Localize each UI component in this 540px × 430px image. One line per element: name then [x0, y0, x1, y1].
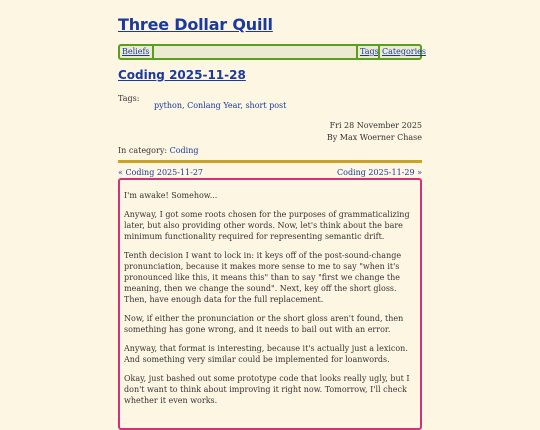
tag-link-python[interactable]: python	[154, 101, 182, 110]
category-line	[118, 146, 198, 155]
post-paragraph: Anyway, that format is interesting, because it's actually just a lexicon. And something very similar could be implemented for loanwords.	[124, 344, 408, 364]
nav-bar	[118, 44, 426, 60]
nav-beliefs-link[interactable]: Beliefs	[120, 46, 154, 58]
divider	[118, 160, 422, 163]
post-paragraph: Anyway, I got some roots chosen for the purposes of grammaticalizing later, but also providing other words. Now, let's think about the bare minimum functionality required for representing semantic drift.	[124, 210, 410, 241]
nav-categories-link[interactable]: Categories	[378, 46, 428, 58]
post-date: Fri 28 November 2025	[329, 121, 422, 130]
post-author: By Max Woerner Chase	[326, 133, 422, 142]
site-title-link[interactable]: Three Dollar Quill	[118, 15, 273, 34]
tag-link-short-post[interactable]: short post	[245, 101, 287, 110]
post-paragraph: Tenth decision I want to lock in: it keys off of the post-sound-change pronunciation, because it makes more sense to me to say "when it's pronounced like this, it means this" than to say "first we change the meaning, then we change the sound". Next, key off the short gloss. Then, have enough data for the full replacement.	[124, 251, 402, 304]
post-content	[118, 178, 422, 430]
post-title-link[interactable]: Coding 2025-11-28	[118, 68, 246, 82]
post-paragraph: Now, if either the pronunciation or the short gloss aren't found, then something has gone wrong, and it needs to bail out with an error.	[124, 314, 404, 334]
post-paragraph: Okay, just bashed out some prototype code that looks really ugly, but I don't want to think about improving it right now. Tomorrow, I'll check whether it even works.	[124, 374, 410, 405]
tags-list: python, Conlang Year, short post	[154, 101, 287, 110]
post-paragraph: I'm awake! Somehow...	[124, 191, 218, 200]
category-link[interactable]: Coding	[169, 146, 199, 155]
prev-post-link[interactable]: « Coding 2025-11-27	[118, 168, 203, 177]
nav-tags-link[interactable]: Tags	[356, 46, 381, 58]
category-label: In category:	[118, 146, 168, 155]
tags-label: Tags:	[118, 94, 140, 103]
next-post-link[interactable]: Coding 2025-11-29 »	[337, 168, 422, 177]
tag-link-conlang-year[interactable]: Conlang Year	[187, 101, 241, 110]
